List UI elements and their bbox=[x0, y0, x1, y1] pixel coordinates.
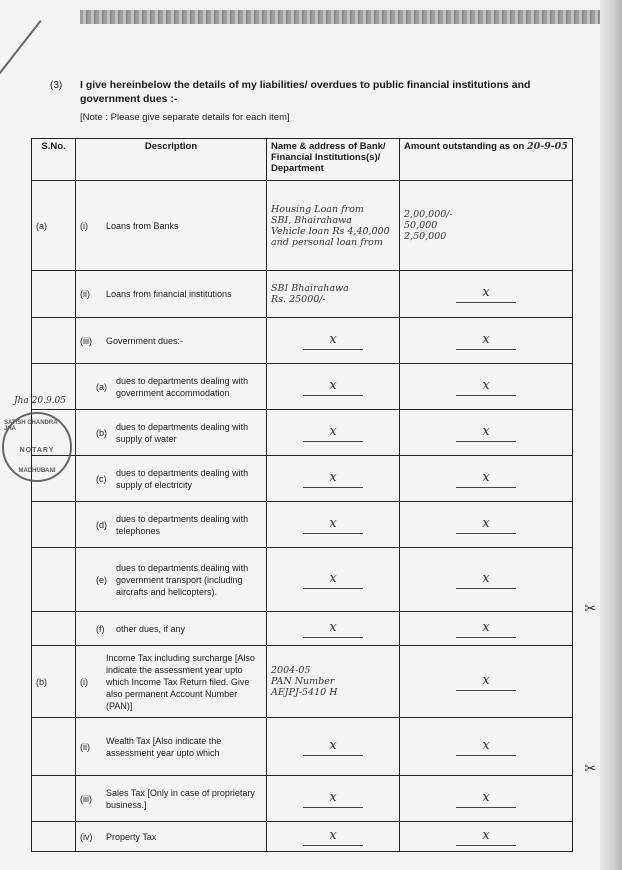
section-note: [Note : Please give separate details for each item] bbox=[80, 112, 290, 123]
section-number: (3) bbox=[50, 80, 63, 91]
table-row bbox=[32, 318, 573, 364]
handwritten-entry: x bbox=[329, 423, 337, 439]
cell-name bbox=[267, 456, 400, 502]
row-description: Government dues:- bbox=[106, 335, 184, 346]
pin-mark-icon: ✂ bbox=[584, 600, 596, 616]
header-name: Name & address of Bank/ Financial Institutions(s)/ Department bbox=[267, 139, 400, 181]
cell-amount bbox=[400, 718, 573, 776]
cell-name bbox=[267, 776, 400, 822]
handwritten-entry: x bbox=[329, 515, 337, 531]
header-amount-date: 20-9-05 bbox=[526, 141, 568, 152]
handwritten-entry: x bbox=[329, 737, 337, 753]
handwritten-entry: x bbox=[329, 331, 337, 347]
entry-underline bbox=[456, 807, 516, 808]
cell-description bbox=[76, 410, 267, 456]
handwritten-entry: 2004-05 bbox=[271, 665, 311, 676]
entry-underline bbox=[303, 487, 363, 488]
header-amount-label: Amount outstanding as on bbox=[404, 141, 525, 152]
cell-name bbox=[267, 410, 400, 456]
entry-underline bbox=[303, 441, 363, 442]
cell-description bbox=[76, 181, 267, 271]
cell-sno bbox=[32, 271, 76, 318]
handwritten-entry: x bbox=[482, 619, 490, 635]
table-row bbox=[32, 646, 573, 718]
row-alpha-index: (e) bbox=[96, 574, 107, 585]
handwritten-entry: 2,00,000/- bbox=[404, 209, 453, 220]
row-description: Property Tax bbox=[106, 831, 157, 842]
cell-description bbox=[76, 271, 267, 318]
handwritten-entry: Rs. 25000/- bbox=[271, 294, 326, 305]
table-row bbox=[32, 548, 573, 612]
handwritten-entry: x bbox=[482, 515, 490, 531]
row-description: Income Tax including surcharge [Also indicate the assessment year upto which Income Tax Return filed. Give also permanent Account Number (PAN)] bbox=[106, 652, 255, 711]
cell-amount bbox=[400, 646, 573, 718]
cell-description bbox=[76, 502, 267, 548]
cell-sno bbox=[32, 718, 76, 776]
handwritten-entry: x bbox=[329, 469, 337, 485]
table-row bbox=[32, 502, 573, 548]
handwritten-entry: x bbox=[329, 789, 337, 805]
cell-amount bbox=[400, 410, 573, 456]
cell-sno bbox=[32, 502, 76, 548]
handwritten-entry: x bbox=[329, 377, 337, 393]
stamp-middle-text: NOTARY bbox=[19, 446, 55, 454]
pin-mark-icon: ✂ bbox=[584, 760, 596, 776]
entry-underline bbox=[303, 349, 363, 350]
handwritten-entry: x bbox=[482, 827, 490, 843]
entry-underline bbox=[456, 441, 516, 442]
entry-underline bbox=[456, 349, 516, 350]
handwritten-entry: PAN Number bbox=[271, 676, 335, 687]
entry-underline bbox=[303, 637, 363, 638]
handwritten-entry: x bbox=[482, 469, 490, 485]
cell-sno bbox=[32, 612, 76, 646]
table-header-row bbox=[32, 139, 573, 181]
notary-initials: Jha 20.9.05 bbox=[14, 396, 66, 406]
row-alpha-index: (f) bbox=[96, 623, 105, 634]
handwritten-entry: x bbox=[329, 827, 337, 843]
cell-description bbox=[76, 318, 267, 364]
cell-description bbox=[76, 646, 267, 718]
handwritten-entry: x bbox=[482, 285, 490, 300]
header-sno: S.No. bbox=[32, 139, 76, 181]
cell-sno bbox=[32, 548, 76, 612]
entry-underline bbox=[303, 845, 363, 846]
handwritten-entry: x bbox=[482, 672, 490, 688]
liabilities-table bbox=[31, 138, 573, 852]
row-description: Sales Tax [Only in case of proprietary business.] bbox=[106, 787, 255, 810]
table-row bbox=[32, 181, 573, 271]
cell-name bbox=[267, 181, 400, 271]
cell-name bbox=[267, 646, 400, 718]
entry-underline bbox=[456, 755, 516, 756]
entry-underline bbox=[456, 690, 516, 691]
handwritten-entry: Vehicle loan Rs 4,40,000 bbox=[271, 225, 390, 237]
entry-underline bbox=[456, 588, 516, 589]
handwritten-entry: x bbox=[482, 570, 490, 586]
scan-artifact-edge bbox=[600, 0, 622, 870]
cell-name bbox=[267, 502, 400, 548]
row-description: Wealth Tax [Also indicate the assessment year upto which bbox=[106, 735, 222, 758]
row-roman-index: (iii) bbox=[80, 335, 92, 346]
cell-amount bbox=[400, 612, 573, 646]
cell-description bbox=[76, 822, 267, 852]
handwritten-entry: Housing Loan from bbox=[271, 203, 364, 215]
table-row bbox=[32, 456, 573, 502]
table-row bbox=[32, 718, 573, 776]
handwritten-entry: SBI Bhairahawa bbox=[271, 283, 349, 294]
entry-underline bbox=[303, 395, 363, 396]
stamp-top-text: SATISH CHANDRA JHA bbox=[4, 420, 58, 432]
table-row bbox=[32, 776, 573, 822]
table-row bbox=[32, 612, 573, 646]
cell-sno bbox=[32, 646, 76, 718]
cell-sno bbox=[32, 181, 76, 271]
cell-description bbox=[76, 718, 267, 776]
cell-amount bbox=[400, 502, 573, 548]
cell-name bbox=[267, 318, 400, 364]
cell-name bbox=[267, 822, 400, 852]
handwritten-entry: and personal loan from bbox=[271, 236, 383, 248]
cell-amount bbox=[400, 271, 573, 318]
row-sno: (a) bbox=[36, 220, 47, 231]
section-intro: I give hereinbelow the details of my liabilities/ overdues to public financial institutions and government dues :- bbox=[80, 79, 531, 105]
cell-sno bbox=[32, 318, 76, 364]
handwritten-entry: x bbox=[482, 737, 490, 753]
cell-amount bbox=[400, 822, 573, 852]
row-alpha-index: (c) bbox=[96, 473, 107, 484]
header-amount bbox=[400, 139, 573, 181]
cell-amount bbox=[400, 456, 573, 502]
scan-artifact-top bbox=[80, 10, 600, 24]
row-description: dues to departments dealing with telephones bbox=[116, 513, 249, 536]
cell-amount bbox=[400, 776, 573, 822]
handwritten-entry: SBI, Bhairahawa bbox=[271, 214, 352, 226]
table-row bbox=[32, 364, 573, 410]
cell-amount bbox=[400, 181, 573, 271]
handwritten-entry: x bbox=[482, 377, 490, 393]
row-description: Loans from Banks bbox=[106, 220, 179, 231]
table-body bbox=[32, 181, 573, 852]
cell-name bbox=[267, 612, 400, 646]
entry-underline bbox=[456, 637, 516, 638]
cell-name bbox=[267, 364, 400, 410]
row-roman-index: (i) bbox=[80, 676, 88, 687]
cell-description bbox=[76, 612, 267, 646]
entry-underline bbox=[303, 807, 363, 808]
row-description: dues to departments dealing with government transport (including aircrafts and helicopters). bbox=[116, 562, 249, 597]
row-description: other dues, if any bbox=[116, 623, 186, 634]
table-row bbox=[32, 410, 573, 456]
handwritten-entry: AEJPJ-5410 H bbox=[271, 687, 338, 698]
row-roman-index: (i) bbox=[80, 220, 88, 231]
row-description: dues to departments dealing with supply of water bbox=[116, 421, 249, 444]
cell-name bbox=[267, 271, 400, 318]
cell-name bbox=[267, 718, 400, 776]
cell-description bbox=[76, 776, 267, 822]
header-description: Description bbox=[76, 139, 267, 181]
cell-description bbox=[76, 456, 267, 502]
notary-stamp bbox=[2, 412, 72, 482]
row-sno: (b) bbox=[36, 676, 47, 687]
entry-underline bbox=[456, 302, 516, 303]
row-roman-index: (iii) bbox=[80, 793, 92, 804]
stamp-bottom-text: MADHUBANI bbox=[18, 468, 56, 474]
handwritten-entry: x bbox=[482, 423, 490, 439]
cell-sno bbox=[32, 822, 76, 852]
row-description: dues to departments dealing with supply of electricity bbox=[116, 467, 249, 490]
row-alpha-index: (a) bbox=[96, 381, 107, 392]
cell-description bbox=[76, 364, 267, 410]
cell-amount bbox=[400, 364, 573, 410]
entry-underline bbox=[303, 588, 363, 589]
handwritten-entry: 50,000 bbox=[404, 220, 438, 231]
cell-name bbox=[267, 548, 400, 612]
entry-underline bbox=[456, 533, 516, 534]
row-alpha-index: (b) bbox=[96, 427, 107, 438]
cell-sno bbox=[32, 776, 76, 822]
table-row bbox=[32, 271, 573, 318]
cell-description bbox=[76, 548, 267, 612]
entry-underline bbox=[456, 487, 516, 488]
row-description: Loans from financial institutions bbox=[106, 289, 232, 299]
row-description: dues to departments dealing with government accommodation bbox=[116, 375, 249, 398]
row-roman-index: (ii) bbox=[80, 741, 90, 752]
row-alpha-index: (d) bbox=[96, 519, 107, 530]
row-roman-index: (iv) bbox=[80, 831, 93, 842]
handwritten-entry: 2,50,000 bbox=[404, 231, 447, 242]
handwritten-entry: x bbox=[329, 619, 337, 635]
scan-artifact-line bbox=[0, 20, 42, 92]
handwritten-entry: x bbox=[482, 331, 490, 347]
row-roman-index: (ii) bbox=[80, 289, 90, 299]
handwritten-entry: x bbox=[329, 570, 337, 586]
entry-underline bbox=[456, 845, 516, 846]
cell-amount bbox=[400, 318, 573, 364]
entry-underline bbox=[456, 395, 516, 396]
entry-underline bbox=[303, 533, 363, 534]
table-row bbox=[32, 822, 573, 852]
entry-underline bbox=[303, 755, 363, 756]
cell-amount bbox=[400, 548, 573, 612]
handwritten-entry: x bbox=[482, 789, 490, 805]
